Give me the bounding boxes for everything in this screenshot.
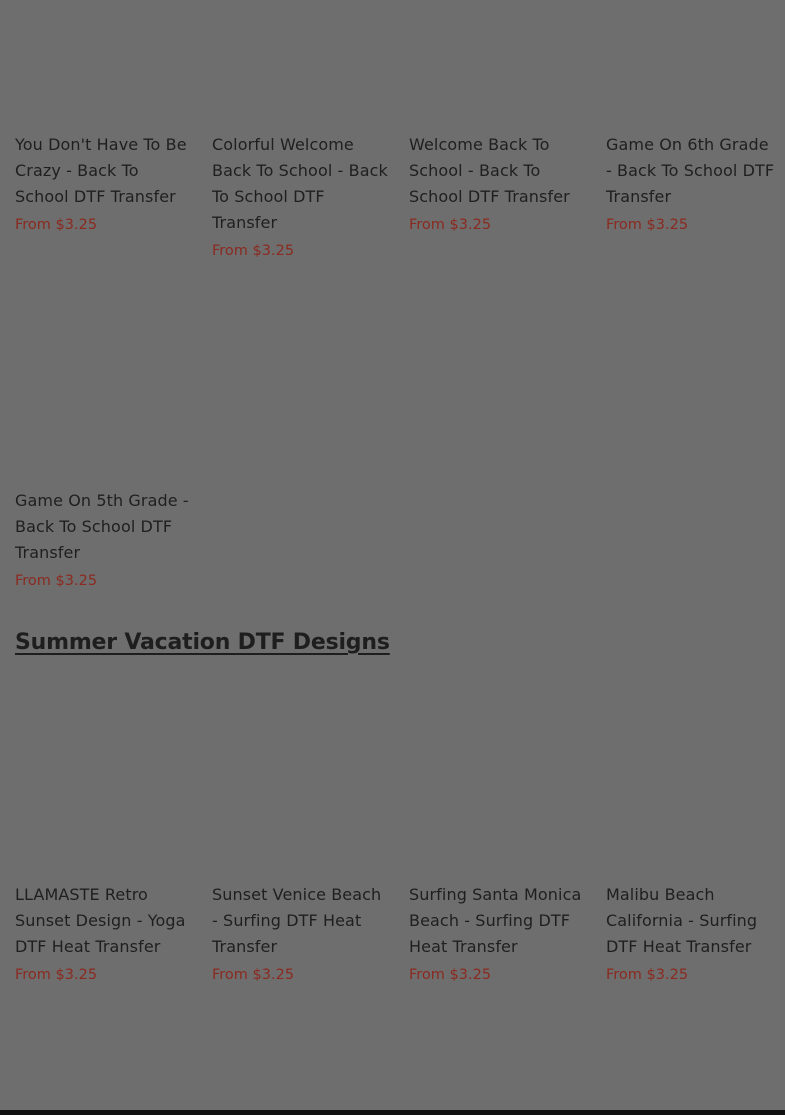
product-title[interactable]: Welcome Back To School - Back To School DTF Transfer bbox=[409, 135, 570, 206]
bottom-edge-bar bbox=[0, 1110, 785, 1115]
product-title[interactable]: Malibu Beach California - Surfing DTF Heat Transfer bbox=[606, 885, 758, 956]
product-grid-back-to-school-row2 bbox=[15, 488, 775, 591]
product-title[interactable]: Surfing Santa Monica Beach - Surfing DTF Heat Transfer bbox=[409, 885, 582, 956]
product-card[interactable] bbox=[15, 488, 195, 591]
product-price: From $3.25 bbox=[409, 217, 492, 233]
product-price: From $3.25 bbox=[212, 243, 295, 259]
product-price: From $3.25 bbox=[212, 967, 295, 983]
product-grid-summer bbox=[15, 882, 775, 985]
product-price: From $3.25 bbox=[606, 967, 689, 983]
product-title[interactable]: Sunset Venice Beach - Surfing DTF Heat Transfer bbox=[212, 885, 382, 956]
section-heading-summer[interactable]: Summer Vacation DTF Designs bbox=[15, 630, 390, 655]
product-title[interactable]: Colorful Welcome Back To School - Back To School DTF Transfer bbox=[212, 135, 388, 232]
product-grid-back-to-school bbox=[15, 132, 775, 261]
product-card[interactable] bbox=[15, 882, 195, 985]
product-price: From $3.25 bbox=[409, 967, 492, 983]
product-card[interactable] bbox=[212, 132, 392, 261]
product-price: From $3.25 bbox=[15, 573, 98, 589]
product-card[interactable] bbox=[409, 132, 589, 261]
product-card[interactable] bbox=[212, 882, 392, 985]
product-card[interactable] bbox=[606, 882, 776, 985]
product-card[interactable] bbox=[15, 132, 195, 261]
product-price: From $3.25 bbox=[15, 967, 98, 983]
product-card[interactable] bbox=[409, 882, 589, 985]
product-title[interactable]: LLAMASTE Retro Sunset Design - Yoga DTF Heat Transfer bbox=[15, 885, 186, 956]
product-title[interactable]: Game On 6th Grade - Back To School DTF Transfer bbox=[606, 135, 775, 206]
product-price: From $3.25 bbox=[606, 217, 689, 233]
product-price: From $3.25 bbox=[15, 217, 98, 233]
product-title[interactable]: You Don't Have To Be Crazy - Back To School DTF Transfer bbox=[15, 135, 187, 206]
product-card[interactable] bbox=[606, 132, 776, 261]
product-title[interactable]: Game On 5th Grade - Back To School DTF Transfer bbox=[15, 491, 189, 562]
